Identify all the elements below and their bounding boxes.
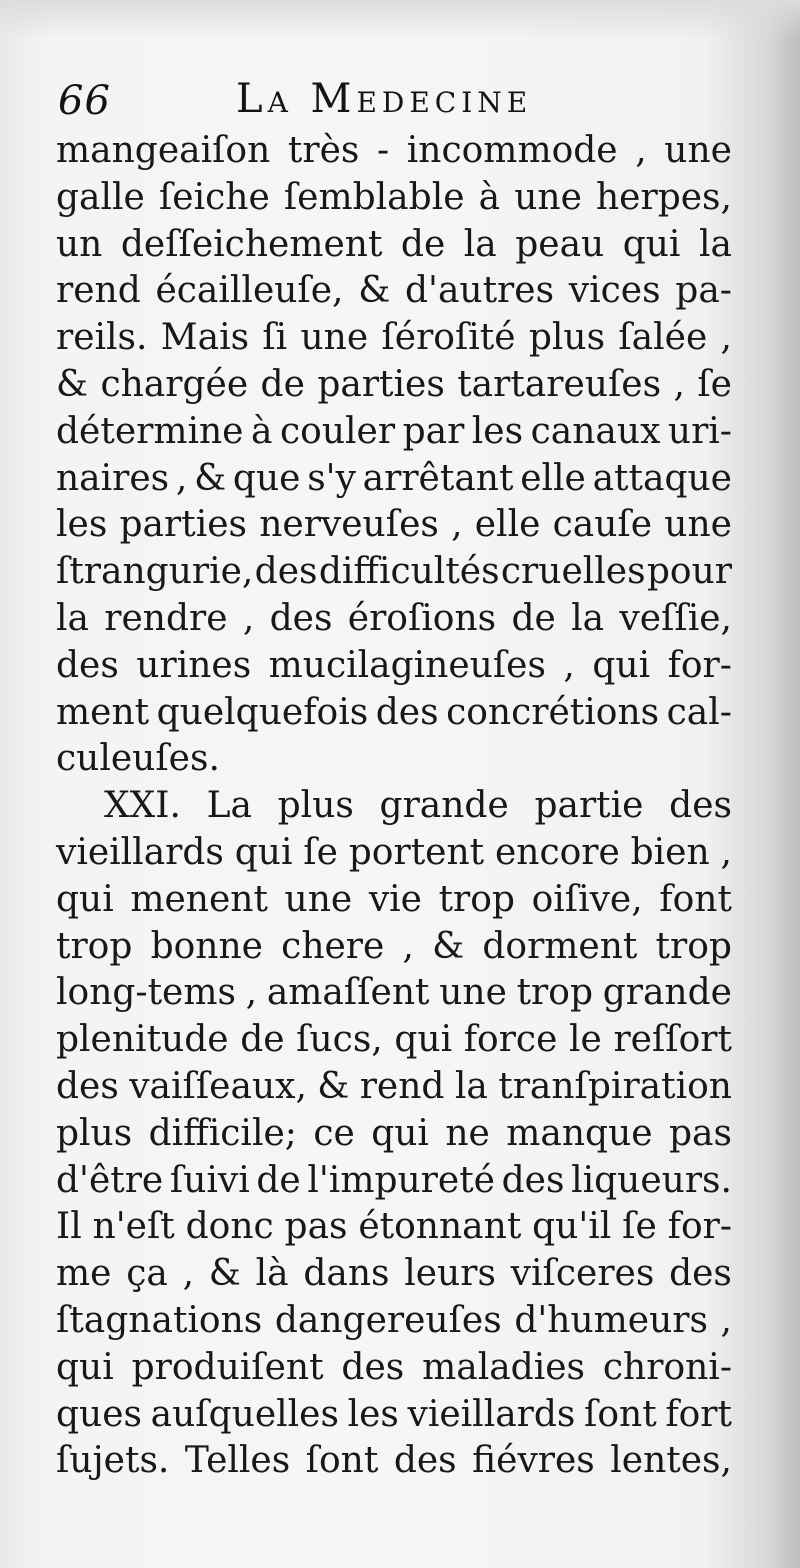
body-text (56, 128, 732, 1485)
text-line: des urines mucilagineuſes , qui for- (56, 644, 732, 686)
page-number: 66 (58, 78, 111, 124)
text-line: la rendre , des éroſions de la veſſie, (56, 597, 732, 639)
text-line: qui menent une vie trop oiſive, font (56, 878, 732, 920)
text-line: qui produiſent des maladies chroni- (56, 1346, 732, 1388)
text-line: ſtrangurie, des difficultés cruelles pour (56, 551, 732, 593)
text-line: culeuſes. (56, 738, 220, 780)
text-line: plus difficile; ce qui ne manque pas (56, 1112, 732, 1154)
text-line: un deſſeichement de la peau qui la (56, 223, 732, 265)
running-head (58, 76, 698, 132)
text-line: & chargée de parties tartareuſes , ſe (56, 363, 732, 405)
text-line: long-tems , amaſſent une trop grande (56, 972, 732, 1014)
text-line: ſtagnations dangereuſes d'humeurs , (56, 1299, 732, 1341)
text-line: naires , & que s'y arrêtant elle attaque (56, 457, 732, 499)
text-line: reils. Mais ſi une ſéroſité plus ſalée , (56, 317, 732, 359)
text-line: rend écailleuſe, & d'autres vices pa- (56, 270, 732, 312)
text-line: détermine à couler par les canaux uri- (56, 410, 732, 452)
text-line: les parties nerveuſes , elle cauſe une (56, 504, 732, 546)
text-line: me ça , & là dans leurs viſceres des (56, 1253, 732, 1295)
text-line: mangeaiſon très - incommode , une (56, 130, 732, 171)
text-line: galle ſeiche ſemblable à une herpes, (56, 176, 732, 218)
text-line: Il n'eſt donc pas étonnant qu'il ſe for- (56, 1206, 732, 1248)
text-line: vieillards qui ſe portent encore bien , (56, 831, 732, 873)
text-line: plenitude de ſucs, qui force le reſſort (56, 1019, 732, 1061)
text-line: trop bonne chere , & dorment trop (56, 925, 732, 967)
text-line: ſujets. Telles ſont des fiévres lentes, (56, 1440, 732, 1482)
text-line: des vaiſſeaux, & rend la tranſpiration (56, 1065, 732, 1107)
text-line: XXI. La plus grande partie des (104, 785, 732, 827)
text-line: ment quelquefois des concrétions cal- (56, 691, 732, 733)
running-title: La Medecine (236, 76, 533, 122)
text-line: d'être ſuivi de l'impureté des liqueurs. (56, 1159, 732, 1201)
text-line: ques auſquelles les vieillards ſont fort (56, 1393, 732, 1435)
